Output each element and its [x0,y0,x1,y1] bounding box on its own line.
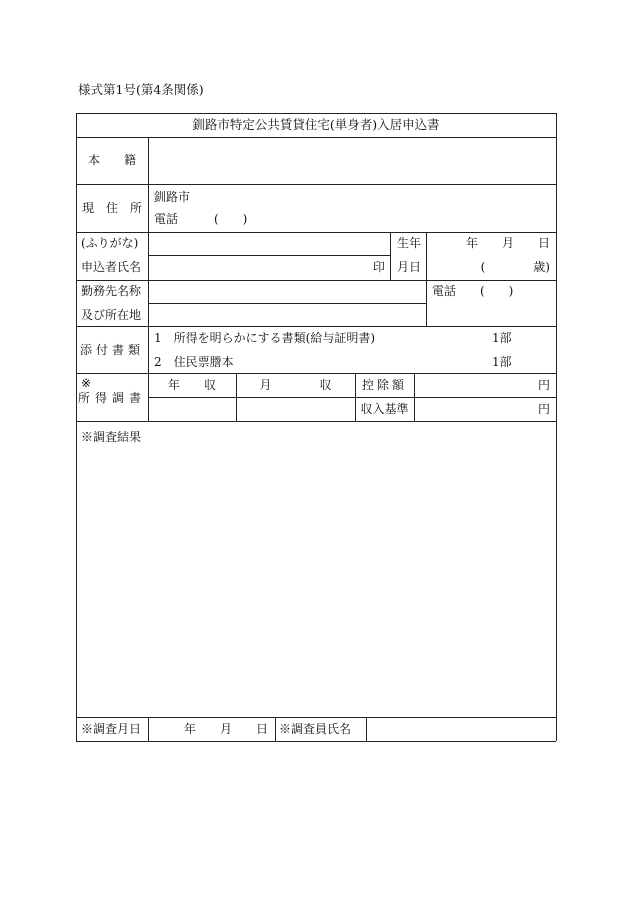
attachment-copies-1: 1部 [492,331,512,345]
investigator-label: ※調査員氏名 [279,722,352,736]
age-value: ( 歳) [480,260,550,274]
attachment-item-1: 1 所得を明らかにする書類(給与証明書) [154,331,375,345]
address-city: 釧路市 [154,190,191,204]
employer-label: 勤務先名称 [81,284,142,298]
attachment-copies-2: 1部 [492,355,512,369]
attachments-label: 添付書類 [79,343,144,357]
furigana-label: (ふりがな) [81,236,139,250]
monthly-income-header: 月 収 [259,378,332,392]
table-border [390,232,391,280]
table-border [76,113,556,114]
table-border [76,421,556,422]
deduction-yen: 円 [538,378,551,392]
income-report-label: 所得調書 [77,391,146,405]
form-title: 釧路市特定公共賃貸住宅(単身者)入居申込書 [192,117,440,132]
address-label: 現 住 所 [81,201,142,215]
survey-date-value: 年 月 日 [183,722,268,736]
table-border [426,232,427,326]
employer-address-label: 及び所在地 [81,308,142,322]
table-border [556,113,557,741]
seal-mark: 印 [373,260,386,274]
form-number-label: 様式第1号(第4条関係) [78,82,204,97]
annual-income-header: 年 収 [167,378,216,392]
birth-label-top: 生年 [397,236,422,250]
applicant-name-label: 申込者氏名 [81,260,142,274]
table-border [148,255,390,256]
birth-label-bottom: 月日 [397,260,422,274]
table-border [148,303,426,304]
birth-date-value: 年 月 日 [465,236,550,250]
address-phone: 電話 ( ) [154,212,248,226]
table-border [414,373,415,421]
employer-phone: 電話 ( ) [432,284,514,298]
table-border [366,717,367,741]
honseki-label: 本 籍 [87,153,136,167]
table-border [76,741,556,742]
deduction-label: 控除額 [361,378,407,392]
table-border [148,397,556,398]
survey-date-label: ※調査月日 [81,722,142,736]
attachment-item-2: 2 住民票謄本 [154,355,234,369]
criteria-yen: 円 [538,402,551,416]
table-border [275,717,276,741]
survey-result-label: ※調査結果 [81,430,142,444]
income-criteria-label: 収入基準 [360,402,409,416]
income-mark: ※ [81,376,92,390]
table-border [148,717,149,741]
